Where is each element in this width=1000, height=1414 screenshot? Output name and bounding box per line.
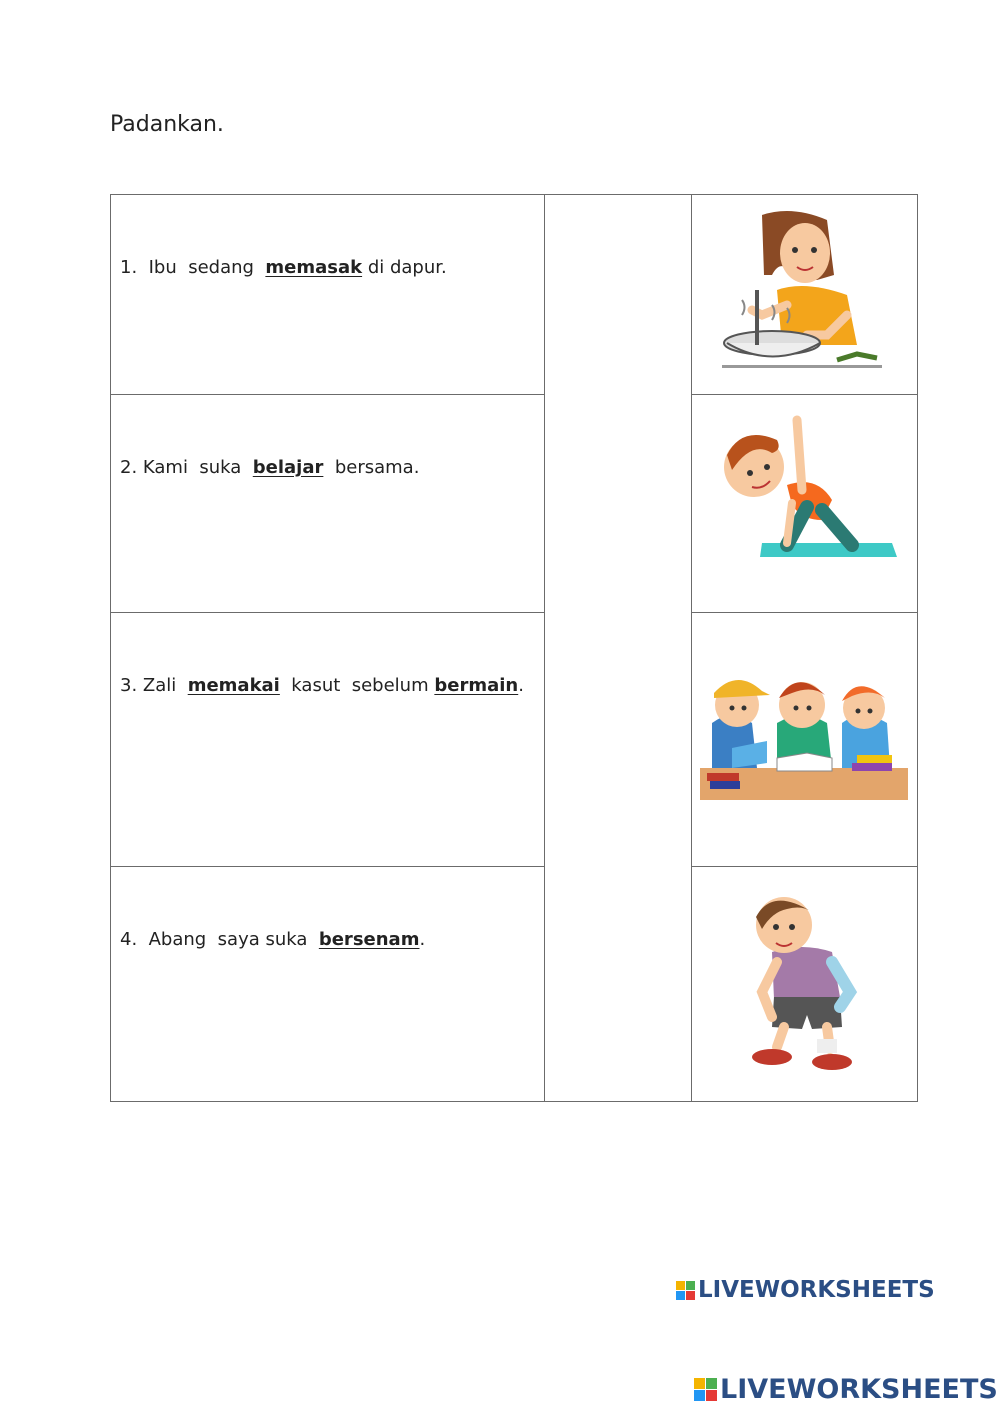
sentence-cell <box>111 613 545 867</box>
boy-putting-on-shoes-image <box>692 867 917 1101</box>
table-row <box>111 195 918 395</box>
boy-exercising-image <box>692 395 917 612</box>
worksheet-title: Padankan. <box>110 112 224 137</box>
logo-text: LIVEWORKSHEETS <box>720 1374 998 1405</box>
table-row <box>111 867 918 1102</box>
children-studying-image <box>692 613 917 866</box>
logo-blocks-icon <box>676 1281 695 1300</box>
keyword: bersenam <box>318 929 420 950</box>
table-row <box>111 613 918 867</box>
sentence-cell <box>111 195 545 395</box>
sentence-4: 4. Abang saya suka bersenam. <box>120 929 426 950</box>
sentence-3: 3. Zali memakai kasut sebelum bermain. <box>120 675 524 696</box>
sentence-2: 2. Kami suka belajar bersama. <box>120 457 420 478</box>
image-cell <box>692 867 918 1102</box>
image-cell <box>692 613 918 867</box>
sentence-1: 1. Ibu sedang memasak di dapur. <box>120 257 447 278</box>
mother-cooking-image <box>692 195 917 394</box>
logo-blocks-icon <box>694 1378 717 1401</box>
sentence-cell <box>111 395 545 613</box>
liveworksheets-logo <box>694 1374 998 1405</box>
table-row <box>111 395 918 613</box>
keyword: belajar <box>252 457 324 478</box>
image-cell <box>692 195 918 395</box>
answer-column[interactable] <box>545 195 692 1102</box>
keyword: bermain <box>434 675 519 696</box>
keyword: memasak <box>265 257 363 278</box>
matching-table <box>110 194 918 1102</box>
image-cell <box>692 395 918 613</box>
keyword: memakai <box>187 675 280 696</box>
logo-text: LIVEWORKSHEETS <box>698 1277 935 1303</box>
liveworksheets-logo <box>676 1277 935 1303</box>
sentence-cell <box>111 867 545 1102</box>
